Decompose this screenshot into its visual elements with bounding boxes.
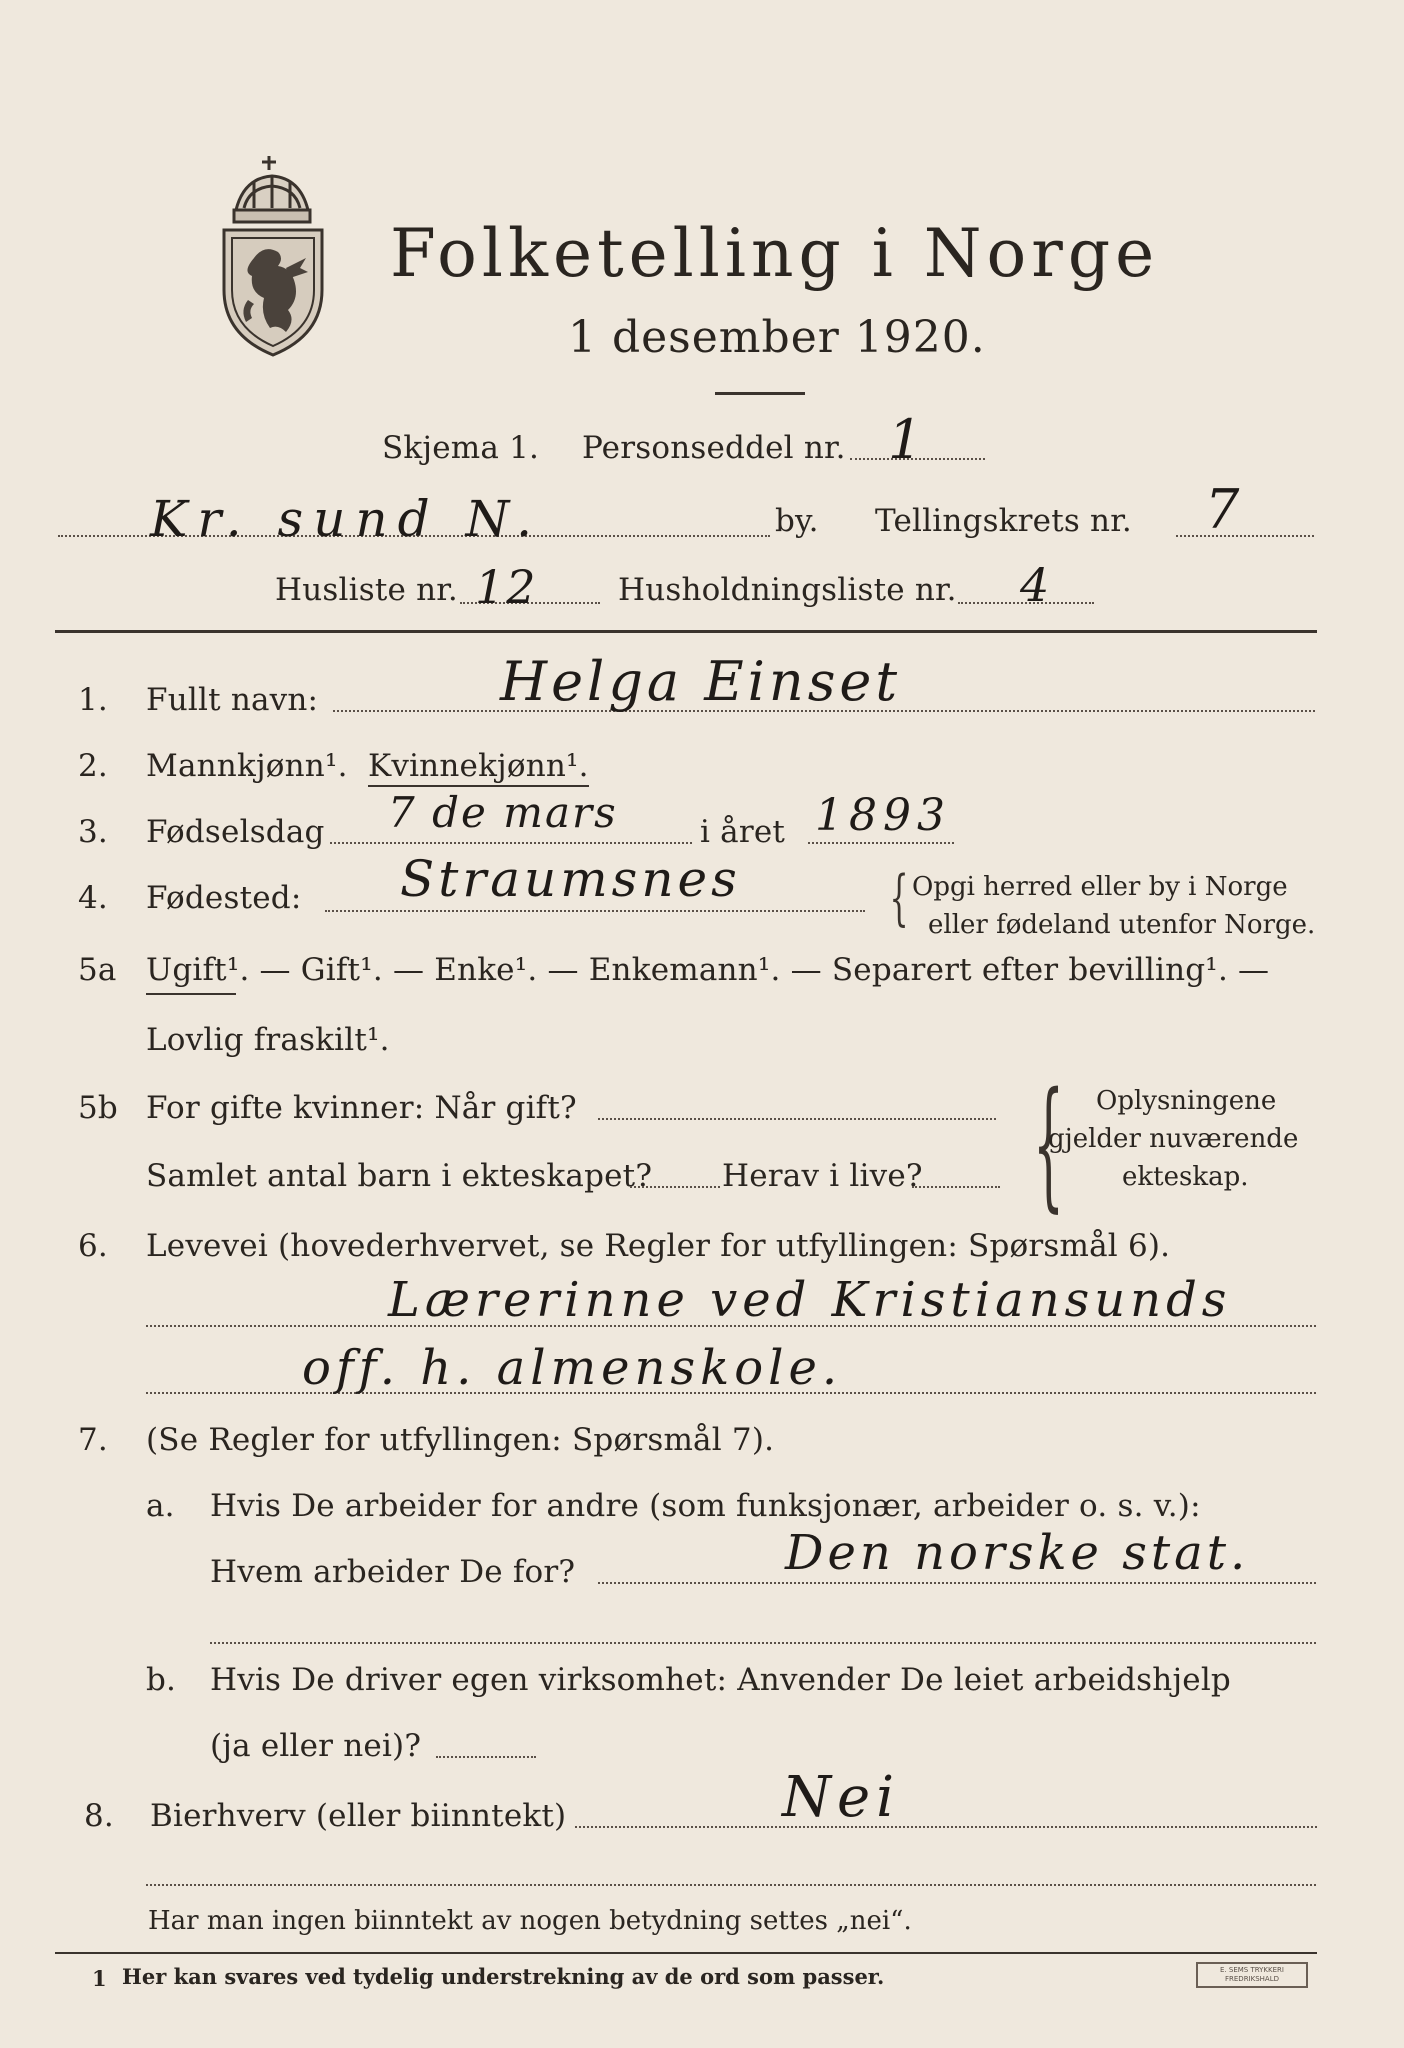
q5b-number: 5b bbox=[78, 1090, 118, 1126]
q5b-note-line1: Oplysningene bbox=[1096, 1086, 1277, 1116]
q1-number: 1. bbox=[78, 682, 108, 718]
side-income-value[interactable]: Nei bbox=[782, 1765, 901, 1830]
title-divider bbox=[715, 392, 805, 395]
by-value[interactable]: Kr. sund N. bbox=[150, 490, 542, 548]
q5b-note-line2: gjelder nuværende bbox=[1048, 1124, 1299, 1154]
q6-label: Levevei (hovederhvervet, se Regler for utfyllingen: Spørsmål 6). bbox=[146, 1228, 1171, 1264]
marital-status-options-line2[interactable]: Lovlig fraskilt¹. bbox=[146, 1022, 390, 1058]
q8-dotline-2 bbox=[146, 1884, 1316, 1886]
q4-label: Fødested: bbox=[146, 880, 302, 916]
q7b-label2: (ja eller nei)? bbox=[210, 1728, 422, 1764]
q3-year-label: i året bbox=[700, 814, 786, 850]
q4-dotline bbox=[325, 910, 865, 912]
birthday-value[interactable]: 7 de mars bbox=[388, 788, 618, 837]
by-label: by. bbox=[775, 503, 819, 539]
q7b-letter: b. bbox=[146, 1662, 177, 1698]
q7-number: 7. bbox=[78, 1422, 108, 1458]
q8-number: 8. bbox=[84, 1798, 114, 1834]
husliste-value[interactable]: 12 bbox=[475, 560, 538, 614]
q5b-note-line3: ekteskap. bbox=[1122, 1162, 1249, 1192]
q7-label: (Se Regler for utfyllingen: Spørsmål 7). bbox=[146, 1422, 775, 1458]
q1-label: Fullt navn: bbox=[146, 682, 319, 718]
q7b-dotline bbox=[436, 1756, 536, 1758]
q7b-label: Hvis De driver egen virksomhet: Anvender De leiet arbeidshjelp bbox=[210, 1662, 1231, 1698]
personseddel-value[interactable]: 1 bbox=[888, 408, 925, 471]
q7a-dotline bbox=[598, 1582, 1316, 1584]
gender-male-option[interactable]: Mannkjønn¹. bbox=[146, 748, 348, 784]
gender-female-option[interactable]: Kvinnekjønn¹. bbox=[368, 748, 589, 787]
footnote-text: Her kan svares ved tydelig understrekning av de ord som passer. bbox=[122, 1964, 885, 1989]
census-date: 1 desember 1920. bbox=[568, 312, 986, 363]
q4-note-line1: Opgi herred eller by i Norge bbox=[912, 872, 1288, 902]
q4-note-line2: eller fødeland utenfor Norge. bbox=[928, 910, 1316, 940]
norway-coat-of-arms-icon bbox=[214, 150, 332, 360]
occupation-value-line2[interactable]: off. h. almenskole. bbox=[302, 1340, 843, 1396]
occupation-value-line1[interactable]: Lærerinne ved Kristiansunds bbox=[388, 1272, 1232, 1328]
full-name-value[interactable]: Helga Einset bbox=[500, 650, 902, 713]
footnote-number: 1 bbox=[92, 1966, 107, 1991]
q4-note-brace: { bbox=[889, 863, 909, 933]
marital-status-options[interactable]: Ugift¹. — Gift¹. — Enke¹. — Enkemann¹. — Separert efter bevilling¹. — bbox=[146, 952, 1270, 988]
q5b-label: For gifte kvinner: Når gift? bbox=[146, 1090, 577, 1126]
nei-note: Har man ingen biinntekt av nogen betydning settes „nei“. bbox=[148, 1906, 912, 1936]
q6-number: 6. bbox=[78, 1228, 108, 1264]
q7a-employer-label: Hvem arbeider De for? bbox=[210, 1554, 576, 1590]
q8-dotline bbox=[575, 1826, 1317, 1828]
q3-day-dotline bbox=[330, 842, 692, 844]
q5b-children-label: Samlet antal barn i ekteskapet? bbox=[146, 1158, 653, 1194]
birth-year-value[interactable]: 1893 bbox=[815, 790, 951, 841]
husliste-label: Husliste nr. bbox=[275, 572, 458, 608]
q5b-children-dotline bbox=[630, 1186, 720, 1188]
q3-year-dotline bbox=[808, 842, 954, 844]
tellingskrets-dotline bbox=[1176, 535, 1314, 537]
q7a-dotline-2 bbox=[210, 1642, 1316, 1644]
q8-label: Bierhverv (eller biinntekt) bbox=[150, 1798, 567, 1834]
employer-value[interactable]: Den norske stat. bbox=[785, 1525, 1250, 1581]
q5b-alive-label: Herav i live? bbox=[722, 1158, 923, 1194]
form-title: Folketelling i Norge bbox=[390, 215, 1160, 292]
q5b-married-dotline bbox=[598, 1118, 996, 1120]
q5b-note-brace: { bbox=[1032, 1063, 1065, 1226]
skjema-label: Skjema 1. bbox=[382, 430, 540, 466]
q7a-letter: a. bbox=[146, 1488, 175, 1524]
q4-number: 4. bbox=[78, 880, 108, 916]
husholdning-label: Husholdningsliste nr. bbox=[618, 572, 957, 608]
printer-stamp: E. SEMS TRYKKERI FREDRIKSHALD bbox=[1196, 1962, 1308, 1988]
q5b-alive-dotline bbox=[912, 1186, 1000, 1188]
header-rule bbox=[55, 630, 1317, 633]
q3-number: 3. bbox=[78, 814, 108, 850]
ugift-underline bbox=[146, 993, 236, 995]
q2-number: 2. bbox=[78, 748, 108, 784]
q5a-number: 5a bbox=[78, 952, 117, 988]
husholdning-value[interactable]: 4 bbox=[1020, 558, 1052, 612]
tellingskrets-label: Tellingskrets nr. bbox=[875, 503, 1132, 539]
personseddel-label: Personseddel nr. bbox=[582, 430, 846, 466]
birthplace-value[interactable]: Straumsnes bbox=[400, 850, 741, 908]
q7a-label: Hvis De arbeider for andre (som funksjonær, arbeider o. s. v.): bbox=[210, 1488, 1201, 1524]
q3-label: Fødselsdag bbox=[146, 814, 325, 850]
tellingskrets-value[interactable]: 7 bbox=[1205, 478, 1242, 541]
footer-rule bbox=[55, 1952, 1317, 1954]
